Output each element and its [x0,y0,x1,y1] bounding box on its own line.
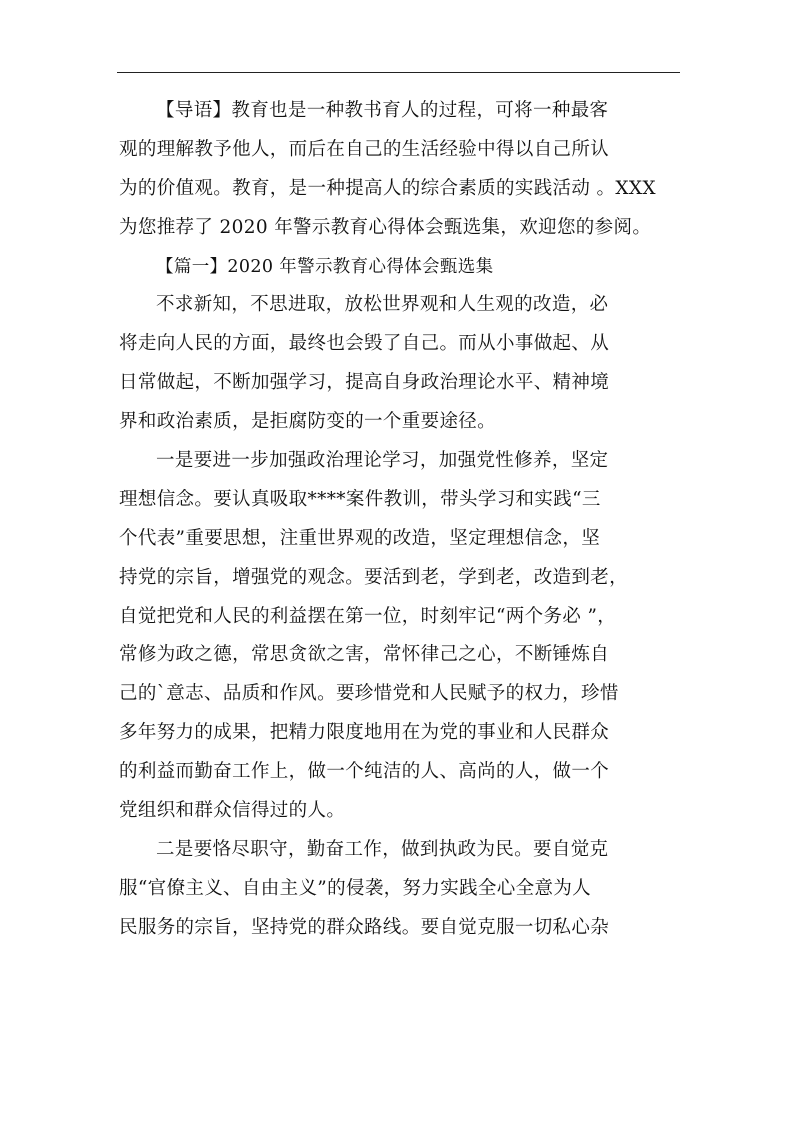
paragraph-1-line-4: 界和政治素质，是拒腐防变的一个重要途径。 [119,411,497,433]
intro-line-1: 【导语】教育也是一种教书育人的过程，可将一种最客 [156,100,609,121]
paragraph-2-line-5: 自觉把党和人民的利益摆在第一位，时刻牢记“两个务必 ”， [119,605,617,627]
intro-line-2: 观的理解教予他人，而后在自己的生活经验中得以自己所认 [119,138,610,160]
paragraph-2-line-1: 一是要进一步加强政治理论学习，加强党性修养，坚定 [156,450,609,472]
paragraph-2-line-9: 的利益而勤奋工作上，做一个纯洁的人、高尚的人，做一个 [119,761,610,783]
paragraph-3-line-1: 二是要恪尽职守，勤奋工作，做到执政为民。要自觉克 [156,838,609,860]
header-rule [117,72,680,73]
document-body [119,92,685,948]
section-heading-text: 【篇一】2020 年警示教育心得体会甄选集 [156,256,494,277]
intro-line-3: 为的价值观。教育，是一种提高人的综合素质的实践活动 。XXX [119,177,656,199]
paragraph-2-line-8: 多年努力的成果，把精力限度地用在为党的事业和人民群众 [119,722,610,744]
paragraph-2-line-10: 党组织和群众信得过的人。 [119,800,346,822]
intro-line-4: 为您推荐了 2020 年警示教育心得体会甄选集，欢迎您的参阅。 [119,216,652,238]
paragraph-2-line-7: 己的`意志、品质和作风。要珍惜党和人民赋予的权力，珍惜 [119,683,619,705]
paragraph-1-line-2: 将走向人民的方面，最终也会毁了自己。而从小事做起、从 [119,333,610,355]
paragraph-2-line-4: 持党的宗旨，增强党的观念。要活到老，学到老，改造到老， [119,566,628,588]
intro-paragraph [119,92,685,248]
body-paragraph-3 [119,831,685,948]
body-paragraph-1 [119,286,685,442]
body-paragraph-2 [119,442,685,831]
paragraph-3-line-2: 服“官僚主义、自由主义”的侵袭，努力实践全心全意为人 [119,877,592,899]
paragraph-2-line-6: 常修为政之德，常思贪欲之害，常怀律己之心，不断锤炼自 [119,644,610,666]
paragraph-2-line-3: 个代表”重要思想，注重世界观的改造，坚定理想信念，坚 [119,527,601,549]
paragraph-2-line-2: 理想信念。要认真吸取****案件教训，带头学习和实践“三 [119,488,601,510]
section-heading [119,248,685,287]
paragraph-1-line-3: 日常做起，不断加强学习，提高自身政治理论水平、精神境 [119,372,610,394]
paragraph-3-line-3: 民服务的宗旨，坚持党的群众路线。要自觉克服一切私心杂 [119,916,610,938]
paragraph-1-line-1: 不求新知，不思进取，放松世界观和人生观的改造，必 [156,294,609,316]
